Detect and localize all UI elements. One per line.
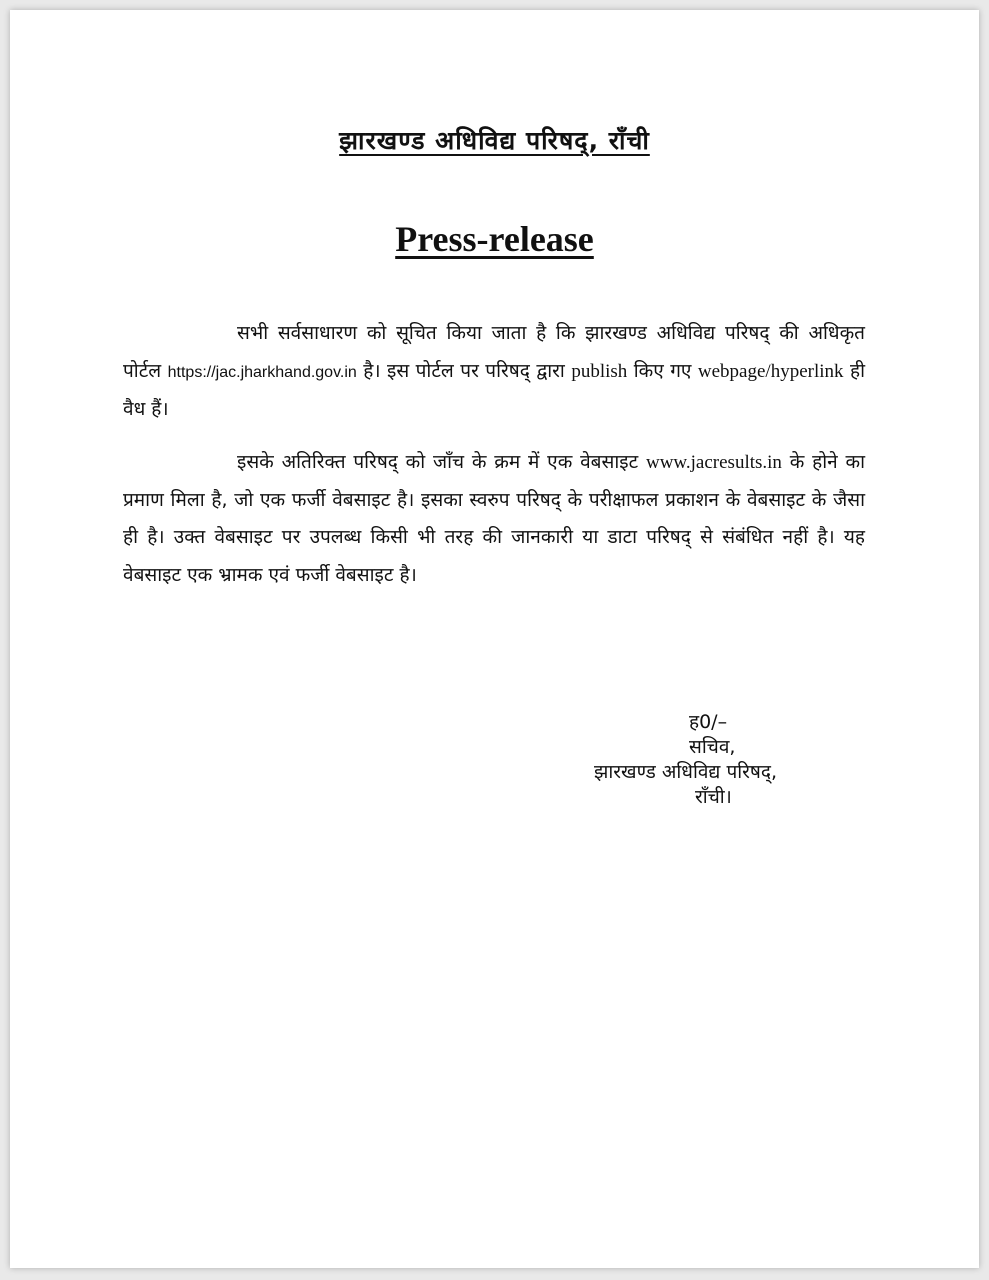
para2-text-b: के होने का प्रमाण मिला है, जो एक फर्जी वेबसाइट है। इसका स्वरुप परिषद् के परीक्षाफल प्रकाशन के वेबसाइट के जैसा ही है। उक्त वेबसाइट पर उपलब्ध किसी भी तरह की जानकारी या डाटा परिषद् से संबंधित नहीं है। यह वेबसाइट एक भ्रामक एवं फर्जी वेबसाइट है। xyxy=(123,451,865,586)
webpage-hyperlink-word: webpage/hyperlink xyxy=(697,360,844,382)
paragraph-fake-website xyxy=(123,444,865,594)
official-portal-url: https://jac.jharkhand.gov.in xyxy=(167,363,357,381)
para1-text-c: किए गए xyxy=(627,359,698,382)
para1-text-a: सभी सर्वसाधारण को सूचित किया जाता है कि झारखण्ड अधिविद्य परिषद् की अधिकृत पोर्टल xyxy=(123,322,865,382)
para1-text-d: ही वैध हैं। xyxy=(123,359,865,420)
para1-text-b: है। इस पोर्टल पर परिषद् द्वारा xyxy=(356,359,572,382)
organization-heading: झारखण्ड अधिविद्य परिषद्, राँची xyxy=(339,126,650,155)
signature-organization: झारखण्ड अधिविद्य परिषद्, xyxy=(594,761,778,783)
para2-text-a: इसके अतिरिक्त परिषद् को जाँच के क्रम में एक वेबसाइट xyxy=(237,451,646,473)
press-release-title: Press-release xyxy=(395,219,594,259)
signature-city: राँची। xyxy=(695,786,732,808)
signature-designation: सचिव, xyxy=(689,736,736,758)
publish-word: publish xyxy=(571,360,628,382)
document-page xyxy=(10,10,979,1268)
signature-signed: ह0/– xyxy=(689,711,728,733)
fake-website-url: www.jacresults.in xyxy=(645,452,782,473)
paragraph-official-portal xyxy=(123,315,865,429)
